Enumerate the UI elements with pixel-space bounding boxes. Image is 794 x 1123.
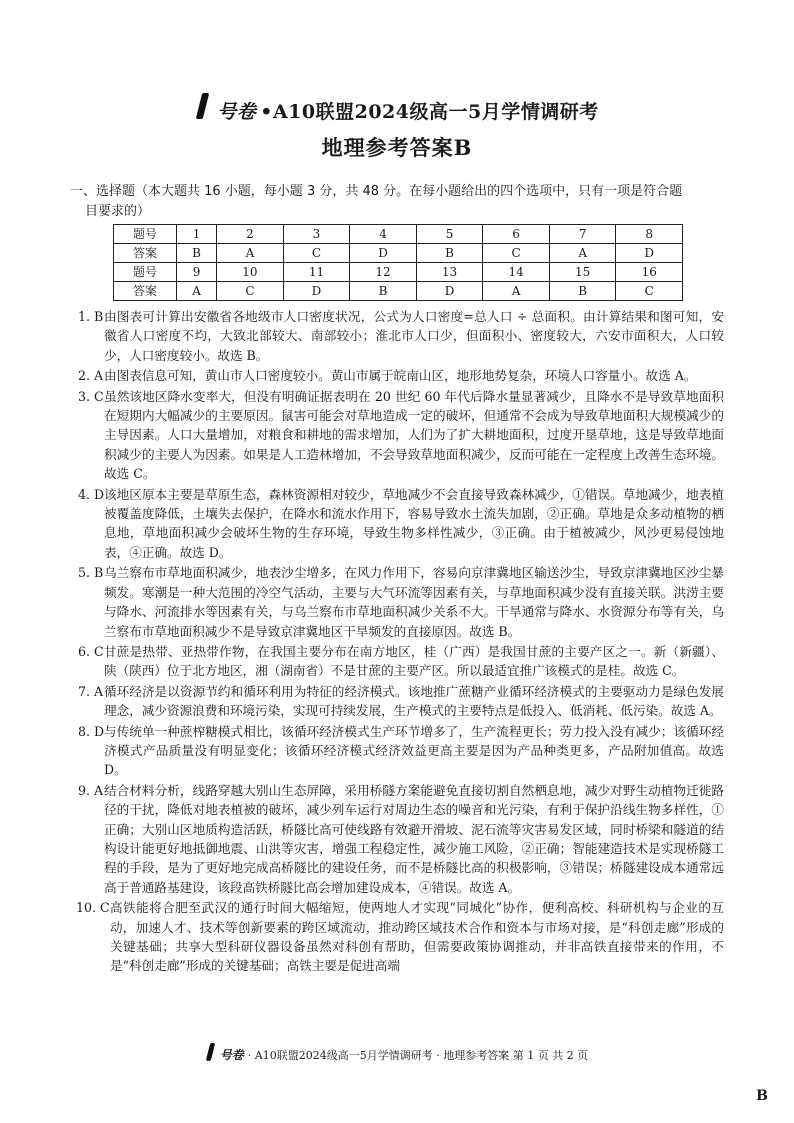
answer-cell: D — [616, 244, 683, 263]
explanation-text: 与传统单一种蔗榨糖模式相比，该循环经济模式生产环节增多了，生产流程更长；劳力投入没有减少；该循环经济模式产品质量没有明显变化；该循环经济模式经济效益更高主要是因为产品种类更多，产品附加值高。故选 D。 — [104, 723, 724, 778]
explanation-number: 3. — [77, 388, 90, 404]
exam-title-dot: • — [260, 101, 273, 123]
section-heading-line2: 目要求的） — [85, 204, 151, 219]
explanation-number: 8. — [77, 723, 90, 739]
table-row-answers — [114, 282, 683, 301]
explanation-number: 6. — [77, 643, 90, 659]
explanation-number: 1. — [77, 309, 90, 324]
explanation-answer: A — [94, 782, 104, 798]
answer-cell: B — [350, 282, 417, 301]
answer-cell: B — [177, 244, 217, 263]
footer-brand-logo — [206, 1046, 244, 1063]
explanation-number: 9. — [77, 782, 90, 798]
explanation-list — [74, 307, 724, 977]
explanation-answer: D — [94, 723, 105, 739]
explanation-text: 乌兰察布市草地面积减少，地表沙尘增多，在风力作用下，容易向京津冀地区输送沙尘，导致京津冀地区沙尘暴频发。寒潮是一种大范围的冷空气活动，主要与大气环流等因素有关，与草地面积减少没有直接关联。洪涝主要与降水、河流排水等因素有关，与乌兰察布市草地面积减少关系不大。干旱通常与降水、水资源分布等有关，乌兰察布市草地面积减少不是导致京津冀地区干旱频发的直接原因。故选 B。 — [104, 565, 724, 639]
answer-cell: C — [217, 282, 284, 301]
table-row-numbers — [114, 225, 683, 244]
answer-cell: B — [416, 244, 483, 263]
table-label-ans: 答案 — [114, 282, 177, 301]
explanation-answer: C — [94, 388, 104, 404]
answer-table — [113, 224, 683, 301]
explanation-text: 由图表信息可知，黄山市人口密度较小。黄山市属于皖南山区，地形地势复杂，环境人口容量小。故选 A。 — [104, 368, 697, 384]
explanation-item — [74, 307, 724, 365]
explanation-answer: C — [94, 643, 104, 659]
table-label-num: 题号 — [114, 263, 177, 282]
explanation-item — [74, 485, 724, 563]
exam-title-text: A10联盟2024级高一5月学情调研考 — [272, 101, 599, 123]
explanation-answer: B — [94, 565, 104, 581]
explanation-answer: B — [94, 309, 104, 324]
answer-cell: A — [549, 244, 616, 263]
question-number-cell: 7 — [549, 225, 616, 244]
exam-title — [0, 97, 794, 124]
answer-cell: D — [416, 282, 483, 301]
answer-cell: A — [177, 282, 217, 301]
question-number-cell: 5 — [416, 225, 483, 244]
explanation-text: 由图表可计算出安徽省各地级市人口密度状况，公式为人口密度=总人口 ÷ 总面积。由计算结果和图可知，安徽省人口密度不均，大致北部较大、南部较小；淮北市人口少，但面积小、密度较大，六安市面积大，人口较少，人口密度较小。故选 B。 — [104, 309, 724, 363]
explanation-number: 2. — [77, 368, 90, 384]
question-number-cell: 16 — [616, 263, 683, 282]
explanation-number: 10. — [75, 900, 96, 916]
explanation-text: 该地区原本主要是草原生态，森林资源相对较少，草地减少不会直接导致森林减少，①错误。草地减少，地表植被覆盖度降低，土壤失去保护，在降水和流水作用下，容易导致水土流失加剧，②正确。草地是众多动植物的栖息地，草地面积减少会破坏生物的生存环境，导致生物多样性减少，③正确。由于植被减少，风沙更易侵蚀地表，④正确。故选 D。 — [104, 486, 724, 560]
explanation-item — [74, 722, 724, 780]
explanation-number: 4. — [77, 486, 90, 502]
explanation-item — [74, 898, 724, 976]
explanation-answer: A — [94, 368, 104, 384]
version-mark: B — [756, 1088, 768, 1104]
answer-cell: C — [616, 282, 683, 301]
answer-cell: C — [483, 244, 550, 263]
explanation-number: 7. — [77, 683, 90, 699]
explanation-item — [74, 563, 724, 641]
explanation-answer: D — [94, 486, 105, 502]
explanation-answer: C — [100, 900, 110, 916]
question-number-cell: 9 — [177, 263, 217, 282]
question-number-cell: 8 — [616, 225, 683, 244]
answer-cell: D — [350, 244, 417, 263]
brand-logo — [195, 97, 256, 124]
section-heading-line1: 一、选择题（本大题共 16 小题，每小题 3 分，共 48 分。在每小题给出的四个选项中，只有一项是符合题 — [70, 184, 683, 199]
explanation-text: 高铁能将合肥至武汉的通行时间大幅缩短，使两地人才实现“同城化”协作，便利高校、科研机构与企业的互动，加速人才、技术等创新要素的跨区域流动，推动跨区域技术合作和资本与市场对接，是“科创走廊”形成的关键基础；共享大型科研仪器设备虽然对科创有帮助，但需要政策协调推动，并非高铁直接带来的作用，不是“科创走廊”形成的关键基础；高铁主要是促进高端 — [110, 900, 724, 974]
question-number-cell: 13 — [416, 263, 483, 282]
explanation-text: 甘蔗是热带、亚热带作物，在我国主要分布在南方地区，桂（广西）是我国甘蔗的主要产区之一。新（新疆）、陕（陕西）位于北方地区，湘（湖南省）不是甘蔗的主要产区。所以最适宜推广该模式的是桂。故选 C。 — [104, 643, 724, 679]
question-number-cell: 1 — [177, 225, 217, 244]
question-number-cell: 6 — [483, 225, 550, 244]
explanation-item — [74, 781, 724, 897]
footer-brand-text: 号卷 — [219, 1048, 244, 1062]
question-number-cell: 11 — [283, 263, 350, 282]
brand-stroke-icon — [196, 93, 209, 119]
question-number-cell: 4 — [350, 225, 417, 244]
footer-brand-stroke-icon — [206, 1043, 215, 1061]
table-label-num: 题号 — [114, 225, 177, 244]
question-number-cell: 10 — [217, 263, 284, 282]
explanation-text: 循环经济是以资源节约和循环利用为特征的经济模式。该地推广蔗糖产业循环经济模式的主要驱动力是绿色发展理念，减少资源浪费和环境污染，实现可持续发展，生产模式的主要特点是低投入、低消耗、低污染。故选 A。 — [104, 683, 724, 719]
answer-cell: D — [283, 282, 350, 301]
explanation-item — [74, 642, 724, 681]
explanation-item — [74, 387, 724, 484]
explanation-text: 结合材料分析，线路穿越大别山生态屏障，采用桥隧方案能避免直接切割自然栖息地，减少对野生动植物迁徙路径的干扰，降低对地表植被的破坏，减少列车运行对周边生态的噪音和光污染，有利于保护沿线生物多样性，①正确；大别山区地质构造活跃，桥隧比高可使线路有效避开滑坡、泥石流等灾害易发区域，同时桥梁和隧道的结构设计能更好地抵御地震、山洪等灾害，增强工程稳定性，减少施工风险，②正确；智能建造技术是实现桥隧工程的手段，是为了更好地完成高桥隧比的建设任务，而不是桥隧比高的积极影响，③错误；桥隧建设成本通常远高于普通路基建设，该段高铁桥隧比高会增加建设成本，④错误。故选 A。 — [104, 782, 724, 895]
answer-cell: C — [283, 244, 350, 263]
question-number-cell: 12 — [350, 263, 417, 282]
explanation-number: 5. — [77, 565, 90, 581]
table-row-answers — [114, 244, 683, 263]
footer-text: · A10联盟2024级高一5月学情调研考 · 地理参考答案 第 1 页 共 2 页 — [247, 1049, 589, 1062]
question-number-cell: 15 — [549, 263, 616, 282]
explanation-item — [74, 366, 724, 385]
table-label-ans: 答案 — [114, 244, 177, 263]
answer-cell: B — [549, 282, 616, 301]
brand-text: 号卷 — [217, 101, 257, 123]
explanation-item — [74, 682, 724, 721]
document-subtitle: 地理参考答案B — [321, 135, 473, 160]
page-footer — [0, 1046, 794, 1063]
question-number-cell: 3 — [283, 225, 350, 244]
table-row-numbers — [114, 263, 683, 282]
section-heading — [70, 182, 732, 222]
answer-cell: A — [483, 282, 550, 301]
explanation-text: 虽然该地区降水变率大，但没有明确证据表明在 20 世纪 60 年代后降水量显著减少，且降水不是导致草地面积在短期内大幅减少的主要原因。鼠害可能会对草地造成一定的破坏，但通常不会成为导致草地面积大规模减少的主导因素。人口大量增加，对粮食和耕地的需求增加，人们为了扩大耕地面积，过度开垦草地，这是导致草地面积减少的主要人为因素。如果是人工造林增加，不会导致草地面积减少，反而可能在一定程度上改善生态环境。故选 C。 — [104, 388, 724, 482]
answer-cell: A — [217, 244, 284, 263]
explanation-answer: A — [94, 683, 104, 699]
question-number-cell: 2 — [217, 225, 284, 244]
question-number-cell: 14 — [483, 263, 550, 282]
